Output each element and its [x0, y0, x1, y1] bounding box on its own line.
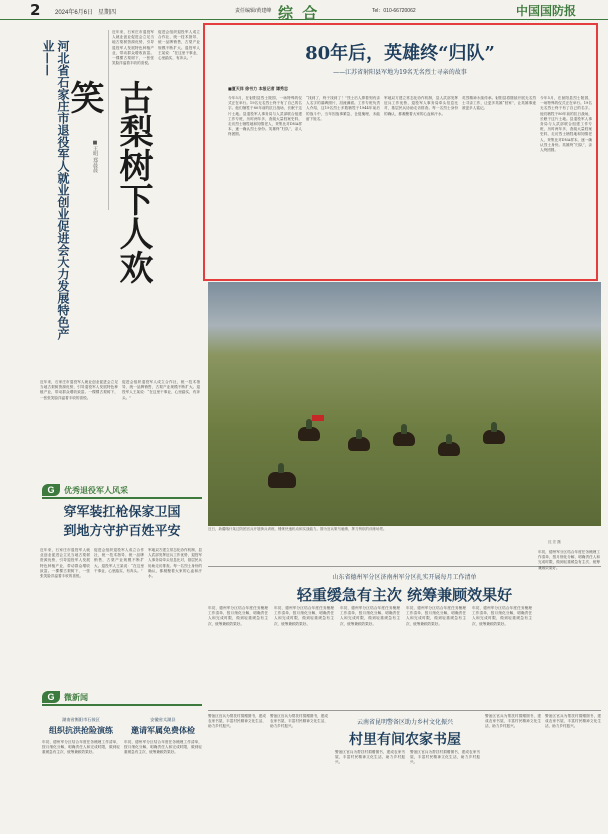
- lead-story-col2: “找到了，终于找到了！”烈士后人捧着刻有亲人名字的墓碑照片，泪流满面。工作专班负责人介绍，这19名烈士多数牺牲于1944年前后的战斗中，当年因战事紧急，仓促掩埋，未能留下姓名。: [306, 96, 380, 121]
- micro-news-rule: [42, 704, 202, 706]
- lead-story-subtitle: ——江苏省射阳县军地为19名无名烈士寻亲的故事: [333, 69, 467, 76]
- section-heading: 优秀退役军人风采: [64, 486, 128, 495]
- feature-body-col4: 促进会组织退役军人成立合作社，统一技术指导、统一品牌销售，古梨产业规模不断扩大。退役军人王某说：“在这里干事业，心里踏实，有奔头。”: [122, 380, 200, 400]
- middle-story-col4: 年初，德州军分区结合年度任务梳理工作清单，按月细化分解，明确责任人和完成时限，做到轻重缓急有主次、统筹兼顾效果好。: [406, 606, 466, 626]
- veteran-body-col2: 促进会组织退役军人成立合作社，统一技术指导、统一品牌销售，古梨产业规模不断扩大。退役军人王某说：“在这里干事业，心里踏实，有奔头。”: [94, 548, 144, 573]
- micro-news-2-title: 邀请军属免费体检: [131, 725, 195, 735]
- lead-story-col1: 今年5月，在射阳县烈士陵园，一场特殊的仪式正在举行。19名无名烈士终于有了自己的名字。他们牺牲于80年前的抗日战场，长眠于这片土地。县退役军人事务局与人武部联合组建工作专班，历时两年多，查阅大量档案史料，走访烈士牺牲地和知情老人，采集比对DNA样本，逐一确认烈士身份。英雄终“归队”，亲人终团圆。: [228, 96, 302, 137]
- micro-news-logo-icon: G: [42, 691, 60, 703]
- lead-story-col5: 今年5月，在射阳县烈士陵园，一场特殊的仪式正在举行。19名无名烈士终于有了自己的名字。他们牺牲于80年前的抗日战场，长眠于这片土地。县退役军人事务局与人武部联合组建工作专班，历时两年多，查阅大量档案史料，走访烈士牺牲地和知情老人，采集比对DNA样本，逐一确认烈士身份。英雄终“归队”，亲人终团圆。: [540, 96, 592, 153]
- lead-story-col4: 英烈精神永续传承。射阳县将继续开展无名烈士寻亲工作，让更多英雄“回家”，让英雄事迹被更多人铭记。: [462, 96, 536, 111]
- column-divider: [108, 30, 109, 210]
- middle-story-col1: 年初，德州军分区结合年度任务梳理工作清单，按月细化分解，明确责任人和完成时限，做到轻重缓急有主次、统筹兼顾效果好。: [208, 606, 268, 626]
- editor-credit: 责任编辑/黄建峰: [235, 8, 272, 14]
- feature-body-col1: 近年来，石家庄市退役军人就业创业促进会立足当地古梨树资源优势，引导退役军人发展特色种植产业，带动群众增收致富。一棵棵古梨树下，一张张笑脸洋溢着丰收的喜悦。: [112, 30, 154, 66]
- veteran-headline-line2: 到地方守护百姓平安: [63, 524, 181, 539]
- feature-title: 古梨树下人欢笑: [64, 80, 153, 284]
- weekday: 星期四: [98, 10, 117, 16]
- middle-story-col2: 年初，德州军分区结合年度任务梳理工作清单，按月细化分解，明确责任人和完成时限，做到轻重缓急有主次、统筹兼顾效果好。: [274, 606, 334, 626]
- middle-story-subtitle: 山东省德州军分区济南州军分区扎实开展每月工作清单: [332, 574, 477, 581]
- newspaper-logo: 中国国防报: [516, 4, 577, 18]
- middle-story-col6: 年初，德州军分区结合年度任务梳理工作清单，按月细化分解，明确责任人和完成时限，做到轻重缓急有主次、统筹兼顾效果好。: [538, 550, 600, 570]
- village-story-col5: 警备区官兵为帮扶村捐赠图书，建成农家书屋，丰富村民精神文化生活，助力乡村振兴。: [485, 714, 541, 729]
- lead-story-byline: ■夏天祥 徐书力 本报记者 谭秀忠: [228, 86, 288, 91]
- lead-story-title: 80年后，英雄终“归队”: [305, 43, 495, 64]
- village-story-col6: 警备区官兵为帮扶村捐赠图书，建成农家书屋，丰富村民精神文化生活，助力乡村振兴。: [545, 714, 601, 729]
- village-story-col4: 警备区官兵为帮扶村捐赠图书，建成农家书屋，丰富村民精神文化生活，助力乡村振兴。: [410, 750, 480, 765]
- micro-news-1-title: 组织抗洪抢险演练: [49, 725, 113, 735]
- feature-body-col2: 促进会组织退役军人成立合作社，统一技术指导、统一品牌销售，古梨产业规模不断扩大。退役军人王某说：“在这里干事业，心里踏实，有奔头。”: [158, 30, 200, 61]
- phone-number: Tel：010-66720062: [372, 8, 416, 14]
- photo-caption: 近日，新疆喀什某边防团官兵开展骑兵训练，锤炼快速机动和实战能力。图为官兵策马驰骋、挥刀劈砍的训练场景。: [208, 527, 387, 531]
- village-story-title: 村里有间农家书屋: [349, 732, 461, 748]
- section-title: 综 合: [278, 4, 320, 22]
- middle-story-col5: 年初，德州军分区结合年度任务梳理工作清单，按月细化分解，明确责任人和完成时限，做到轻重缓急有主次、统筹兼顾效果好。: [472, 606, 532, 626]
- veteran-headline-line1: 穿军装扛枪保家卫国: [63, 505, 181, 520]
- feature-subtitle: 河北省石家庄市退役军人就业创业促进会大力发展特色产业——: [41, 40, 70, 340]
- micro-news-heading: 微新闻: [64, 693, 88, 702]
- veteran-body-col3: 军地双方建立常态化协作机制，县人武部发挥征兵工作优势，退役军人事务局牵头信息比对，基层民兵协助走访排查。每一名烈士身份的确认，都凝聚着大家的心血和汗水。: [148, 548, 202, 579]
- veteran-body-col1: 近年来，石家庄市退役军人就业创业促进会立足当地古梨树资源优势，引导退役军人发展特色种植产业，带动群众增收致富。一棵棵古梨树下，一张张笑脸洋溢着丰收的喜悦。: [40, 548, 90, 579]
- village-story-col1: 警备区官兵为帮扶村捐赠图书，建成农家书屋，丰富村民精神文化生活，助力乡村振兴。: [208, 714, 266, 729]
- feature-byline: ■王明 郑晨晨: [92, 140, 98, 173]
- section-logo-icon: G: [42, 484, 60, 496]
- micro-news-2-body: 年初，德州军分区结合年度任务梳理工作清单，按月细化分解，明确责任人和完成时限，做到轻重缓急有主次、统筹兼顾效果好。: [124, 740, 202, 755]
- village-story-col2: 警备区官兵为帮扶村捐赠图书，建成农家书屋，丰富村民精神文化生活，助力乡村振兴。: [270, 714, 328, 729]
- lead-story-col3: 军地双方建立常态化协作机制，县人武部发挥征兵工作优势，退役军人事务局牵头信息比对，基层民兵协助走访排查。每一名烈士身份的确认，都凝聚着大家的心血和汗水。: [384, 96, 458, 116]
- issue-date: 2024年6月6日: [55, 10, 94, 16]
- village-story-col3: 警备区官兵为帮扶村捐赠图书，建成农家书屋，丰富村民精神文化生活，助力乡村振兴。: [335, 750, 405, 765]
- divider: [208, 710, 601, 711]
- micro-news-1-body: 年初，德州军分区结合年度任务梳理工作清单，按月细化分解，明确责任人和完成时限，做到轻重缓急有主次、统筹兼顾效果好。: [42, 740, 120, 755]
- section-rule: [42, 497, 202, 499]
- middle-story-col3: 年初，德州军分区结合年度任务梳理工作清单，按月细化分解，明确责任人和完成时限，做到轻重缓急有主次、统筹兼顾效果好。: [340, 606, 400, 626]
- middle-story-title: 轻重缓急有主次 统筹兼顾效果好: [296, 586, 513, 604]
- micro-news-1-subtitle: 湖南省衡阳市石鼓区: [62, 717, 100, 722]
- feature-body-col3: 近年来，石家庄市退役军人就业创业促进会立足当地古梨树资源优势，引导退役军人发展特色种植产业，带动群众增收致富。一棵棵古梨树下，一张张笑脸洋溢着丰收的喜悦。: [40, 380, 118, 400]
- micro-news-2-subtitle: 安徽省太湖县: [150, 717, 176, 722]
- village-story-subtitle: 云南省昆明警备区助力乡村文化振兴: [356, 719, 453, 726]
- page-number: 2: [30, 1, 41, 19]
- cavalry-training-photo: [208, 282, 601, 526]
- photo-credit: 沈 宏 摄: [548, 540, 561, 544]
